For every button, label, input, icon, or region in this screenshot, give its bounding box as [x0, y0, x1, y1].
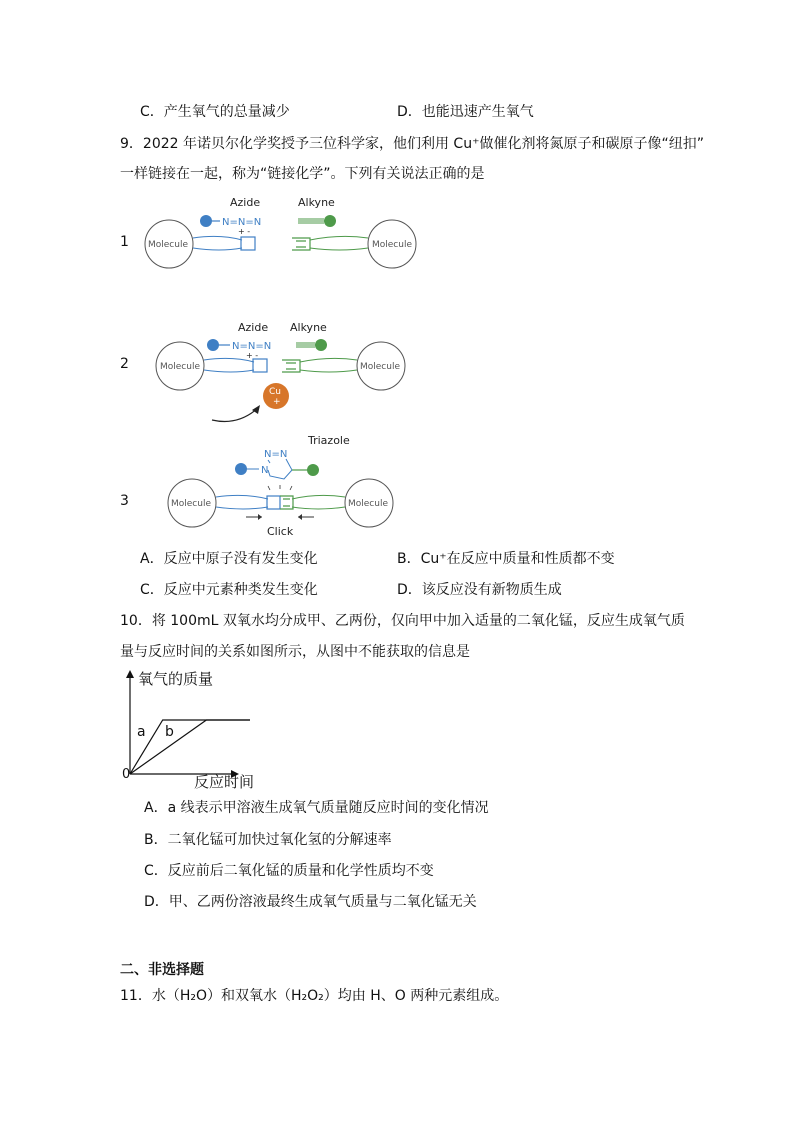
q9-option-c: C．反应中元素种类发生变化 [140, 582, 318, 598]
molecule-label-2b: Molecule [360, 362, 400, 372]
graph-lines [130, 720, 250, 774]
click-sparks [268, 485, 292, 490]
catalyst-arrow [212, 408, 258, 422]
triazole-n2: N=N [264, 449, 288, 460]
line-b-label: b [165, 724, 174, 740]
triazole-label: Triazole [308, 434, 350, 447]
cu-charge: + [273, 397, 281, 407]
alkyne-label-1: Alkyne [298, 196, 335, 209]
q10-option-d: D．甲、乙两份溶液最终生成氧气质量与二氧化锰无关 [144, 894, 477, 910]
molecule-label-1b: Molecule [372, 240, 412, 250]
molecule-label-2a: Molecule [160, 362, 200, 372]
origin-label: 0 [122, 767, 131, 782]
q10-option-b: B．二氧化锰可加快过氧化氢的分解速率 [144, 832, 392, 848]
line-a-label: a [137, 724, 146, 740]
section-2-title: 二、非选择题 [120, 962, 204, 978]
x-axis-label: 反应时间 [194, 773, 255, 791]
q10-stem-line1: 10．将 100mL 双氧水均分成甲、乙两份，仅向甲中加入适量的二氧化锰，反应生成氧气质 [120, 613, 685, 629]
alkyne-green-atom-1 [324, 215, 336, 227]
azide-buckle-2 [253, 359, 267, 372]
y-axis-label: 氧气的质量 [138, 670, 214, 688]
triazole-ring [268, 459, 292, 479]
click-label: Click [267, 525, 294, 538]
alkyne-buckle-1 [292, 238, 310, 250]
click-chemistry-figure [0, 0, 794, 560]
q10-oxygen-mass-graph [115, 666, 275, 796]
q9-option-b: B．Cu⁺在反应中质量和性质都不变 [397, 551, 615, 567]
step-1-number: 1 [120, 234, 129, 250]
y-axis-arrow [126, 670, 134, 678]
q9-stem-line2: 一样链接在一起，称为“链接化学”。下列有关说法正确的是 [120, 166, 485, 182]
cu-label: Cu [269, 387, 281, 397]
azide-formula-2: N=N=N [232, 341, 272, 352]
q8-option-d: D．也能迅速产生氧气 [397, 104, 534, 120]
molecule-label-3b: Molecule [348, 499, 388, 509]
azide-blue-atom-2 [207, 339, 219, 351]
alkyne-green-atom-2 [315, 339, 327, 351]
q11-stem: 11．水（H₂O）和双氧水（H₂O₂）均由 H、O 两种元素组成。 [120, 988, 509, 1004]
azide-blue-atom-1 [200, 215, 212, 227]
alkyne-label-2: Alkyne [290, 321, 327, 334]
step-1-diagram [145, 196, 416, 268]
q8-option-c: C．产生氧气的总量减少 [140, 104, 290, 120]
triazole-blue-atom [235, 463, 247, 475]
step-2-number: 2 [120, 356, 129, 372]
azide-charges-2: + - [246, 351, 259, 360]
q9-option-a: A．反应中原子没有发生变化 [140, 551, 318, 567]
q10-option-a: A．a 线表示甲溶液生成氧气质量随反应时间的变化情况 [144, 800, 489, 816]
molecule-label-1a: Molecule [148, 240, 188, 250]
series-line-b [130, 720, 250, 774]
clicked-buckle-left [267, 496, 280, 509]
series-line-a [130, 720, 250, 774]
azide-buckle-1 [241, 237, 255, 250]
q9-option-d: D．该反应没有新物质生成 [397, 582, 562, 598]
molecule-label-3a: Molecule [171, 499, 211, 509]
azide-charges-1: + - [238, 227, 251, 236]
azide-formula-1: N=N=N [222, 217, 262, 228]
triazole-n1: N [261, 465, 269, 476]
triazole-green-atom [307, 464, 319, 476]
clicked-buckle-right [280, 496, 293, 509]
step-3-number: 3 [120, 493, 129, 509]
q9-stem-line1: 9．2022 年诺贝尔化学奖授予三位科学家，他们利用 Cu⁺做催化剂将氮原子和碳原子像“纽扣” [120, 136, 704, 152]
azide-label-1: Azide [230, 196, 261, 209]
alkyne-buckle-2 [282, 360, 300, 372]
q10-option-c: C．反应前后二氧化锰的质量和化学性质均不变 [144, 863, 434, 879]
step-3-diagram [168, 434, 393, 538]
q10-stem-line2: 量与反应时间的关系如图所示，从图中不能获取的信息是 [120, 644, 470, 660]
azide-label-2: Azide [238, 321, 269, 334]
step-2-diagram [156, 321, 405, 422]
